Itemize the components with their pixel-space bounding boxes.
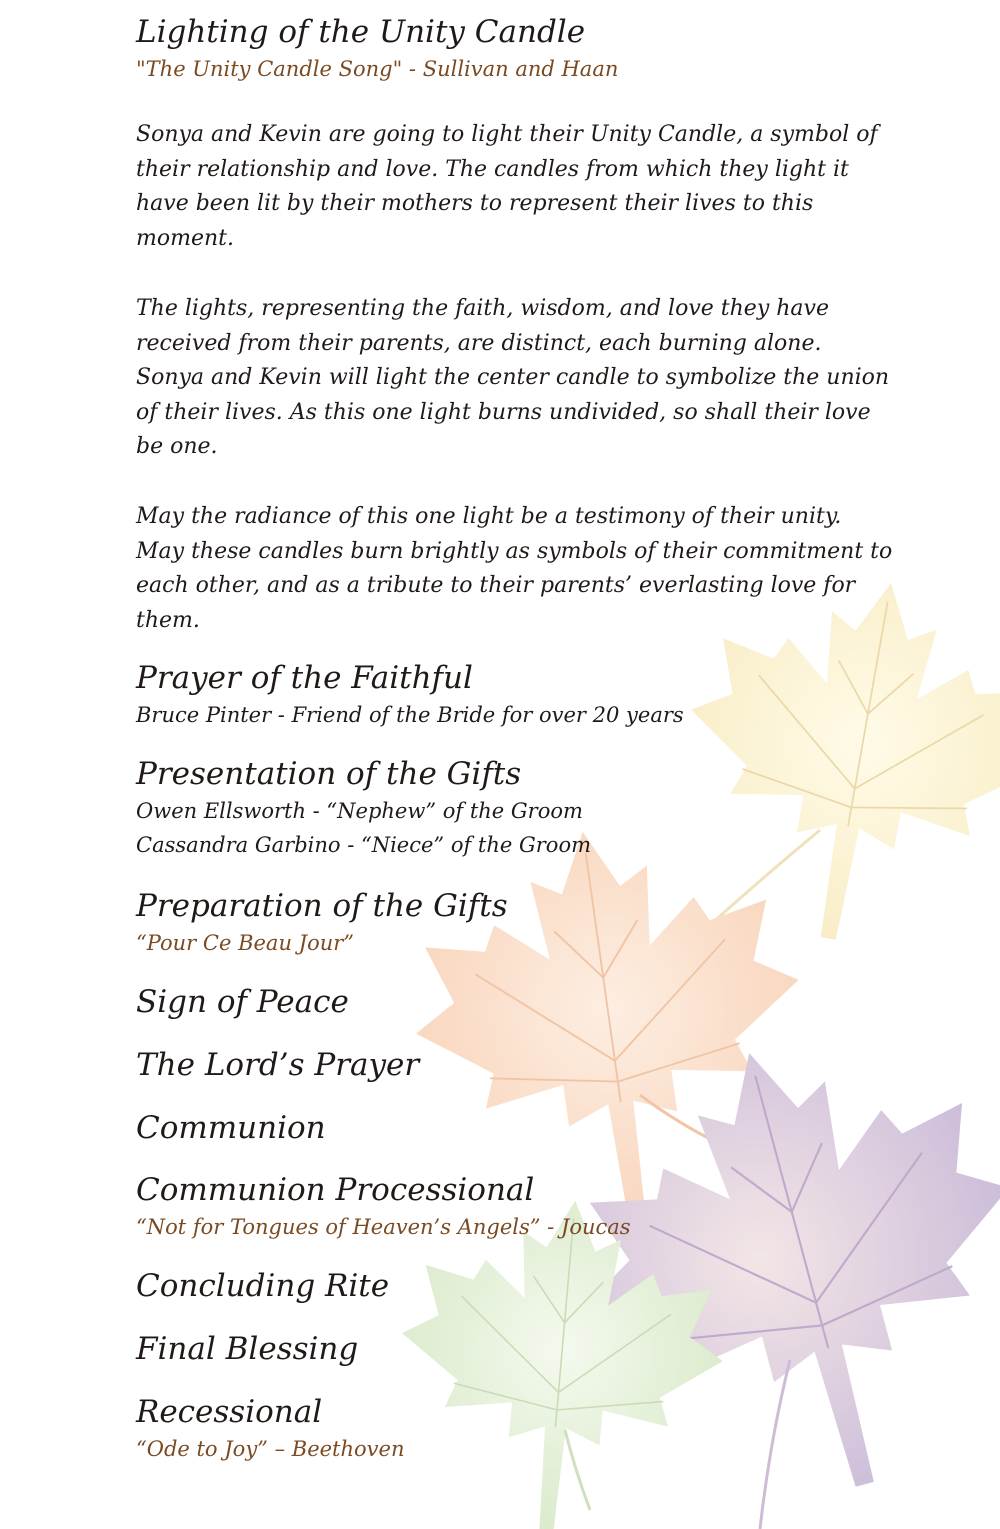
prayer-faithful-heading: Prayer of the Faithful [136,660,473,696]
preparation-gifts-heading: Preparation of the Gifts [136,888,508,924]
communion-processional-heading: Communion Processional [136,1172,535,1208]
presentation-gifts-presenter-1: Owen Ellsworth - “Nephew” of the Groom [136,799,583,823]
unity-candle-music: "The Unity Candle Song" - Sullivan and Haan [136,57,619,81]
preparation-gifts-music: “Pour Ce Beau Jour” [136,931,355,955]
communion-processional-music: “Not for Tongues of Heaven’s Angels” - Joucas [136,1215,631,1239]
presentation-gifts-presenter-2: Cassandra Garbino - “Niece” of the Groom [136,833,591,857]
unity-paragraph-1: Sonya and Kevin are going to light their Unity Candle, a symbol of their relationship and love. The candles from which they light it have been lit by their mothers to represent their lives to this moment. [136,122,878,251]
presentation-gifts-heading: Presentation of the Gifts [136,756,522,792]
unity-paragraph-2: The lights, representing the faith, wisdom, and love they have received from their parents, are distinct, each burning alone. Sonya and Kevin will light the center candle to symbolize the union of their lives. As this one light burns undivided, so shall their love be one. [136,296,890,459]
lords-prayer-heading: The Lord’s Prayer [136,1047,420,1083]
sign-of-peace-heading: Sign of Peace [136,984,349,1020]
recessional-music: “Ode to Joy” – Beethoven [136,1437,405,1461]
communion-heading: Communion [136,1110,326,1146]
unity-paragraph-3: May the radiance of this one light be a testimony of their unity. May these candles burn brightly as symbols of their commitment to each other, and as a tribute to their parents’ everlasting love for them. [136,504,893,633]
concluding-rite-heading: Concluding Rite [136,1268,390,1304]
final-blessing-heading: Final Blessing [136,1331,359,1367]
prayer-faithful-reader: Bruce Pinter - Friend of the Bride for over 20 years [136,703,684,727]
recessional-heading: Recessional [136,1394,323,1430]
unity-candle-heading: Lighting of the Unity Candle [136,14,586,50]
